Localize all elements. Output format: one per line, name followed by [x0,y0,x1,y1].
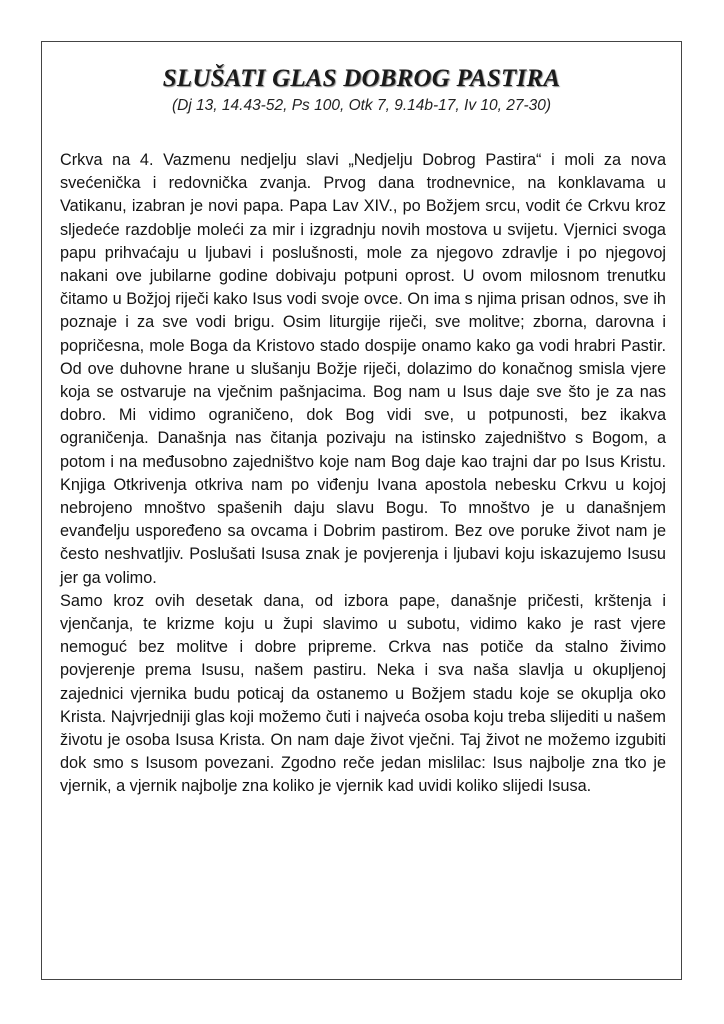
article-body [60,149,666,799]
page-title: SLUŠATI GLAS DOBROG PASTIRA [162,65,561,92]
paragraph-2: Samo kroz ovih desetak dana, od izbora pape, današnje pričesti, krštenja i vjenčanja, te krizme koju u župi slavimo u subotu, vidimo kako je rast vjere nemoguć bez molitve i dobre pripreme. Crkva nas potiče da stalno živimo povjerenje prema Isusu, našem pastiru. Neka i sva naša slavlja u okupljenoj zajednici vjernika budu poticaj da ostanemo u Božjem stadu koje se okuplja oko Krista. Najvrjedniji glas koji možemo čuti i najveća osoba koju treba slijediti u našem životu je osoba Isusa Krista. On nam daje život vječni. Taj život ne možemo izgubiti dok smo s Isusom povezani. Zgodno reče jedan mislilac: Isus najbolje zna tko je vjernik, a vjernik najbolje zna koliko je vjernik kad uvidi koliko slijedi Isusa. [60,591,666,796]
scripture-references: (Dj 13, 14.43-52, Ps 100, Otk 7, 9.14b-17, Iv 10, 27-30) [171,97,552,114]
paragraph-1: Crkva na 4. Vazmenu nedjelju slavi „Nedjelju Dobrog Pastira“ i moli za nova svećenička i redovnička zvanja. Prvog dana trodnevnice, na konklavama u Vatikanu, izabran je novi papa. Papa Lav XIV., po Božjem srcu, vodit će Crkvu kroz sljedeće razdoblje moleći za mir i izgradnju novih mostova u svijetu. Vjernici svoga papu prihvaćaju u ljubavi i poslušnosti, mole za njegovo zdravlje i po njegovoj nakani ove jubilarne godine dobivaju potpuni oprost. U ovom milosnom trenutku čitamo u Božjoj riječi kako Isus vodi svoje ovce. On ima s njima prisan odnos, sve ih poznaje i za sve vodi brigu. Osim liturgije riječi, sve molitve; zborna, darovna i popričesna, mole Boga da Kristovo stado dospije onamo kako ga vodi hrabri Pastir. Od ove duhovne hrane u slušanju Božje riječi, dolazimo do konačnog smisla vjere koja se ostvaruje na vječnim pašnjacima. Bog nam u Isus daje sve što je za nas dobro. Mi vidimo ograničeno, dok Bog vidi sve, u potpunosti, bez ikakva ograničenja. Današnja nas čitanja pozivaju na istinsko zajedništvo s Bogom, a potom i na međusobno zajedništvo koje nam Bog daje kao trajni dar po Isus Kristu. Knjiga Otkrivenja otkriva nam po viđenju Ivana apostola nebesku Crkvu u kojoj nebrojeno mnoštvo spašenih daju slavu Bogu. To mnoštvo je u današnjem evanđelju uspoređeno sa ovcama i Dobrim pastirom. Bez ove poruke život nam je često neshvatljiv. Poslušati Isusa znak je povjerenja i ljubavi koju iskazujemo Isusu jer ga volimo. [60,151,666,587]
